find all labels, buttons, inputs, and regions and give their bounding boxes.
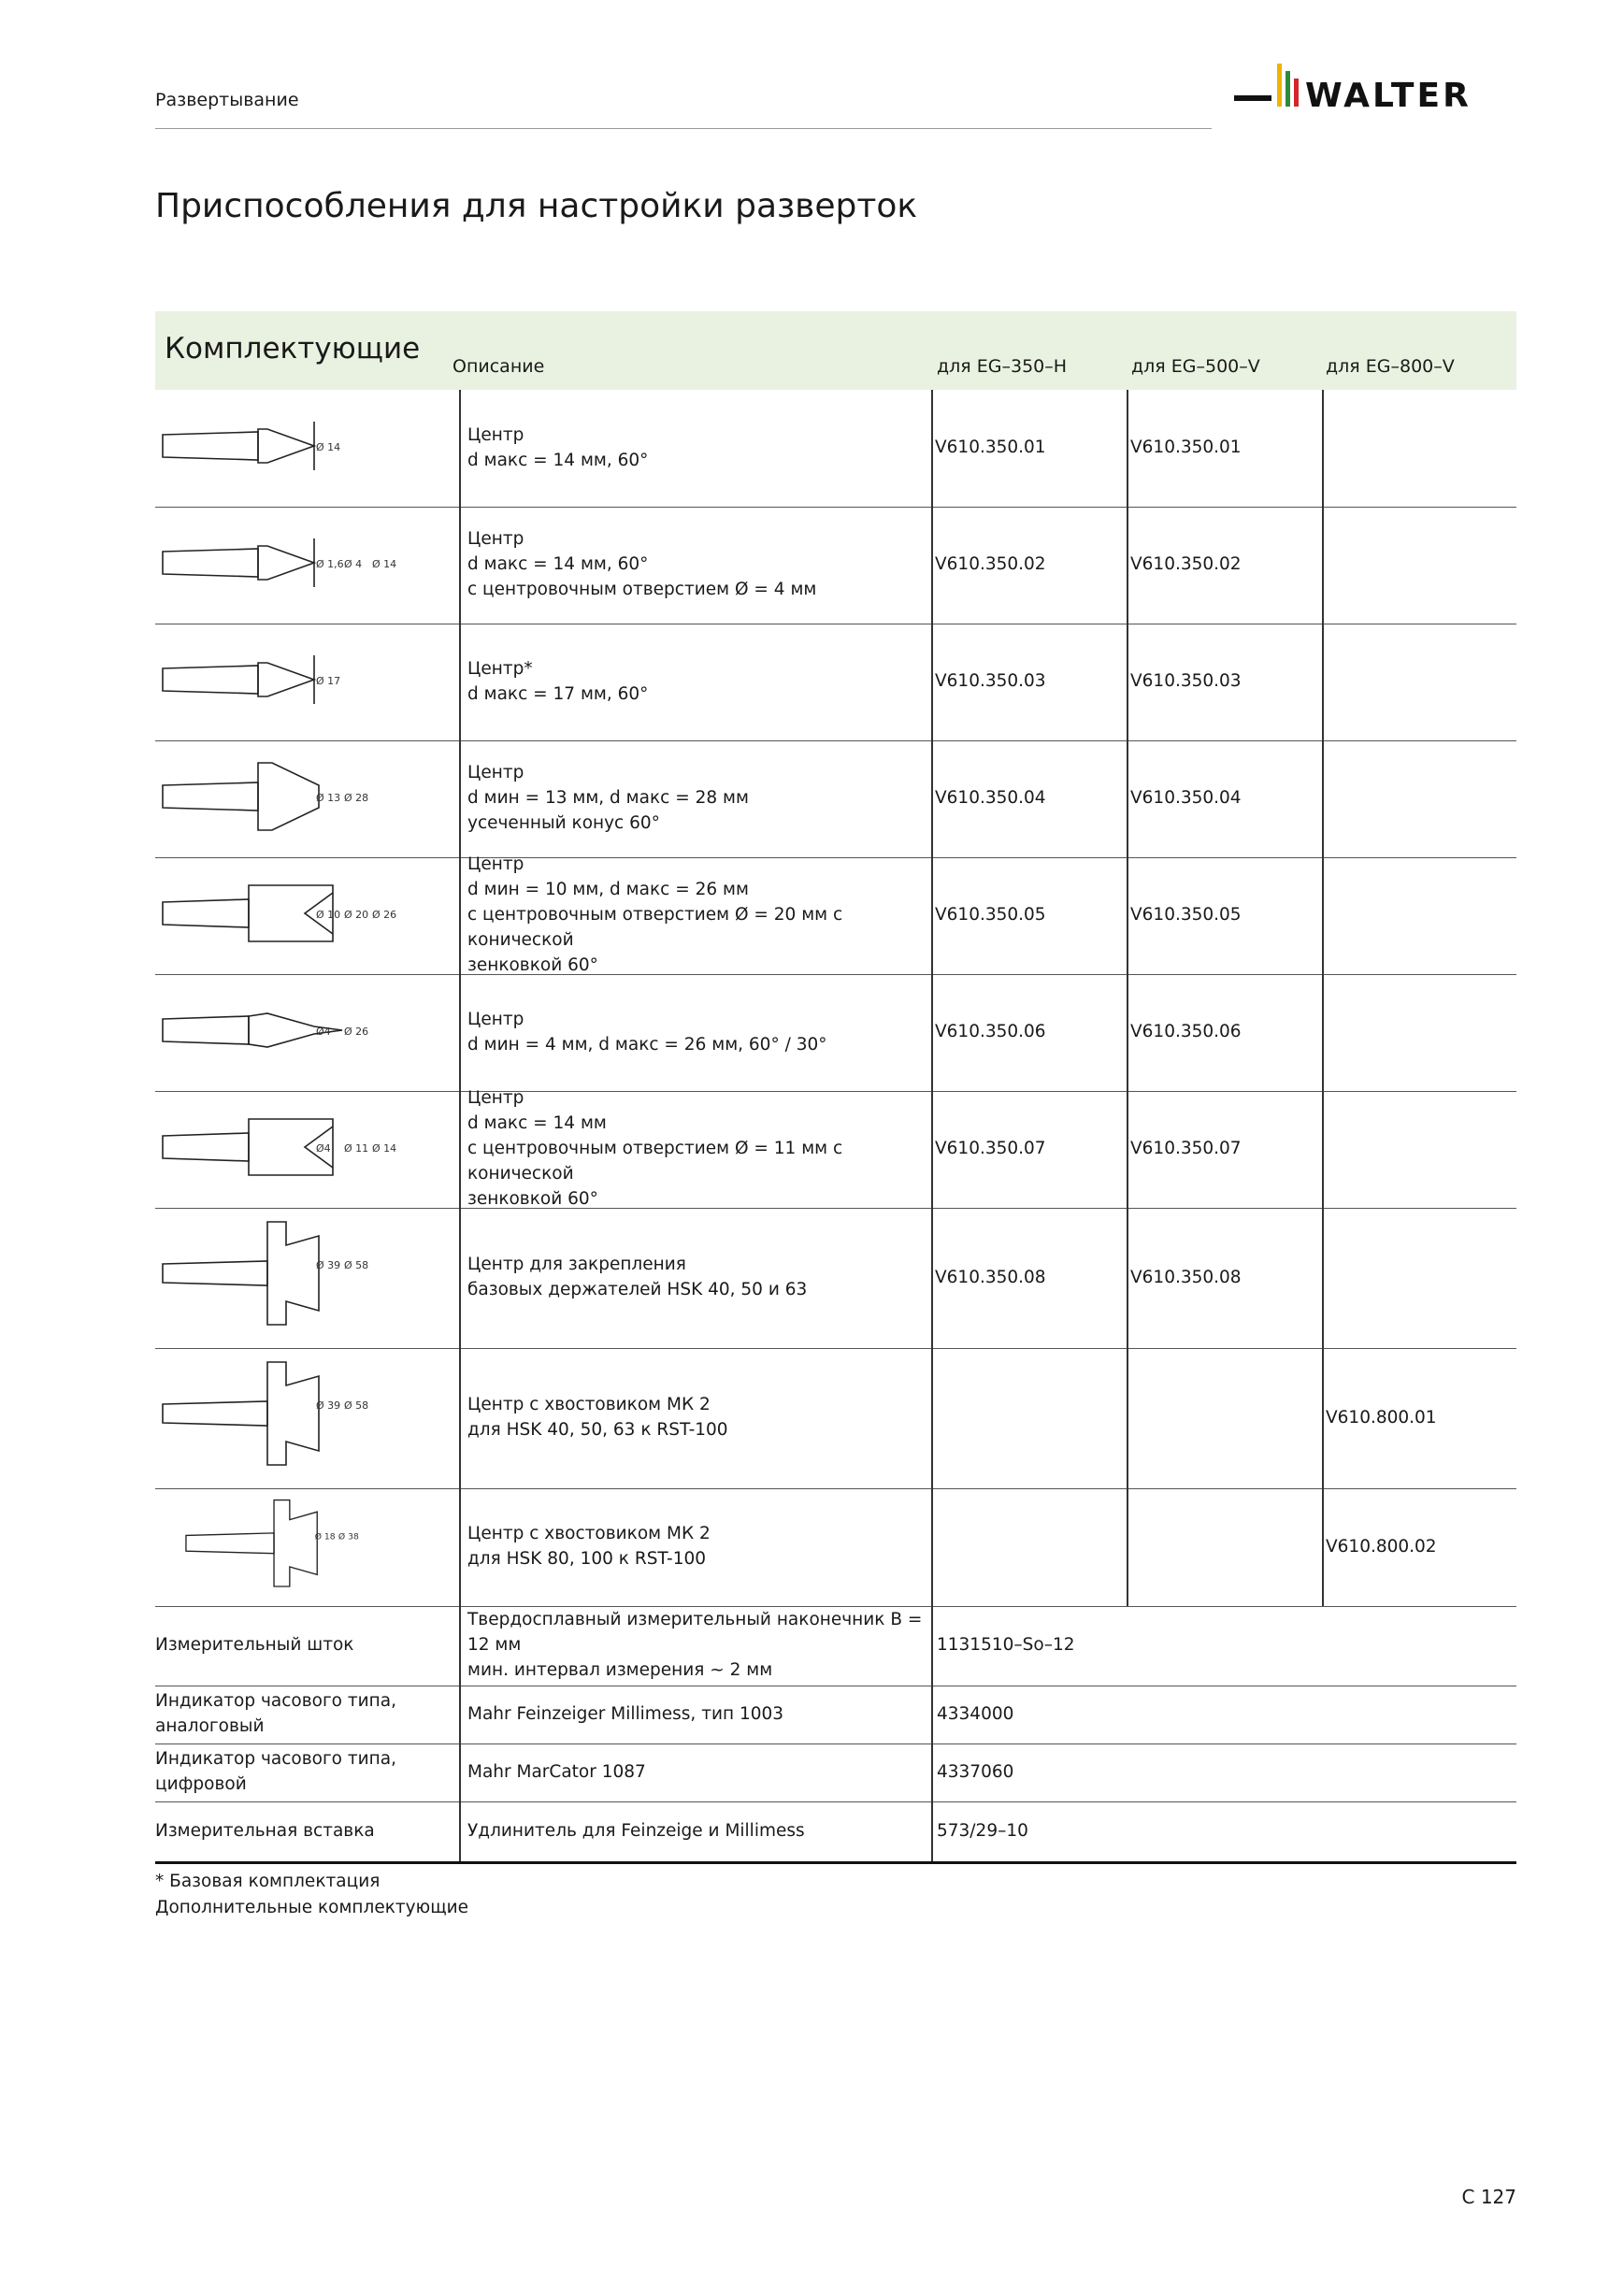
column-divider (459, 857, 461, 974)
column-divider (1127, 624, 1128, 740)
code-eg350: V610.350.01 (935, 438, 1046, 458)
description-line: d макс = 14 мм, 60° (467, 450, 649, 470)
row-description (467, 740, 935, 857)
row-description (467, 624, 935, 740)
accessory-row (155, 1606, 1516, 1686)
code-eg500: V610.350.08 (1130, 1267, 1242, 1287)
description-line: Центр (467, 854, 524, 875)
dimension-label: Ø 14 (372, 1142, 397, 1155)
code-eg350 (935, 1488, 1122, 1606)
table-row (155, 1348, 1516, 1489)
section-label: Развертывание (155, 90, 299, 110)
column-divider (1322, 390, 1324, 507)
description-line: Твердосплавный измерительный наконечник B = 12 мм (467, 1610, 923, 1656)
code-eg500: V610.350.04 (1130, 788, 1242, 809)
code-eg350: V610.350.05 (935, 905, 1046, 926)
note-basic: * Базовая комплектация (155, 1872, 381, 1891)
accessory-name (155, 1744, 459, 1801)
column-divider (1127, 1348, 1128, 1488)
column-divider (459, 1488, 461, 1606)
code-eg350: V610.350.07 (935, 1139, 1046, 1159)
description-line: Центр с хвостовиком МК 2 (467, 1395, 711, 1415)
accessory-name-line: аналоговый (155, 1716, 265, 1736)
code-eg800 (1326, 1208, 1513, 1348)
description-line: зенковкой 60° (467, 1188, 598, 1209)
table-row (155, 624, 1516, 741)
row-description (467, 854, 935, 975)
column-divider (1127, 1208, 1128, 1348)
accessory-code: 4334000 (937, 1703, 1014, 1724)
column-divider (1322, 1091, 1324, 1208)
column-divider (459, 1686, 461, 1744)
center-cone-icon (155, 624, 462, 740)
accessory-name-line: Измерительный шток (155, 1635, 354, 1656)
description-line: Центр (467, 763, 524, 783)
table-row (155, 974, 1516, 1092)
code-eg350: V610.350.04 (935, 788, 1046, 809)
description-line: базовых держателей HSK 40, 50 и 63 (467, 1280, 808, 1299)
dimension-label: Ø 58 (344, 1259, 369, 1271)
row-description (467, 1208, 935, 1348)
accessory-row (155, 1801, 1516, 1864)
column-divider (459, 390, 461, 507)
table-row (155, 854, 1516, 975)
accessory-name-line: Измерительная вставка (155, 1820, 375, 1841)
column-divider (1322, 1348, 1324, 1488)
code-eg350: V610.350.08 (935, 1267, 1046, 1287)
description-line: усеченный конус 60° (467, 812, 660, 833)
code-eg800 (1326, 390, 1513, 507)
bore-center-icon (155, 1091, 462, 1208)
mk2-center-icon (155, 1348, 462, 1488)
description-line: Центр для закрепления (467, 1255, 686, 1275)
description-line: с центровочным отверстием Ø = 4 мм (467, 579, 817, 599)
dimension-label: Ø 4 (344, 558, 363, 570)
dimension-label: Ø 58 (344, 1399, 369, 1412)
column-divider (459, 1606, 461, 1686)
accessory-description (467, 1686, 935, 1744)
code-eg350: V610.350.02 (935, 554, 1046, 575)
dimension-label: Ø 20 (344, 909, 369, 921)
dimension-label: Ø4 (316, 1142, 331, 1155)
code-eg350: V610.350.06 (935, 1022, 1046, 1042)
code-eg800 (1326, 740, 1513, 857)
code-eg500: V610.350.02 (1130, 554, 1242, 575)
code-eg500: V610.350.07 (1130, 1139, 1242, 1159)
column-divider (1127, 390, 1128, 507)
column-divider (1322, 974, 1324, 1091)
table-header (155, 311, 1516, 390)
description-line: Mahr Feinzeiger Millimess, тип 1003 (467, 1703, 784, 1724)
double-cone-icon (155, 974, 462, 1091)
description-line: Центр (467, 529, 524, 550)
description-line: d макс = 14 мм (467, 1113, 607, 1134)
table-row (155, 507, 1516, 624)
column-header-description: Описание (452, 356, 545, 377)
code-eg800 (1326, 507, 1513, 624)
dimension-label: Ø 39 (316, 1399, 341, 1412)
code-eg500: V610.350.03 (1130, 671, 1242, 692)
accessory-description (467, 1801, 935, 1861)
column-divider (1127, 740, 1128, 857)
accessory-code: 1131510–So–12 (937, 1635, 1075, 1656)
column-divider (1127, 507, 1128, 624)
description-line: Центр* (467, 658, 533, 679)
table-row (155, 1208, 1516, 1349)
dimension-label: Ø 26 (344, 1026, 369, 1038)
description-line: Удлинитель для Feinzeige и Millimess (467, 1820, 805, 1841)
table-row (155, 1088, 1516, 1209)
column-divider (459, 974, 461, 1091)
table-row (155, 740, 1516, 858)
code-eg800 (1326, 624, 1513, 740)
dimension-label: Ø 1,6 (316, 558, 344, 570)
column-header-eg800: для EG–800–V (1326, 356, 1455, 377)
code-eg500: V610.350.01 (1130, 438, 1242, 458)
code-eg350 (935, 1348, 1122, 1488)
brand-wordmark: WALTER (1305, 77, 1472, 115)
accessory-name-line: Индикатор часового типа, (155, 1691, 396, 1712)
code-eg800: V610.800.02 (1326, 1536, 1437, 1557)
column-divider (1127, 857, 1128, 974)
column-divider (459, 1801, 461, 1861)
header-rule (155, 128, 1212, 129)
accessory-row (155, 1744, 1516, 1802)
description-line: d макс = 14 мм, 60° (467, 554, 649, 575)
description-line: зенковкой 60° (467, 954, 598, 975)
row-description (467, 1348, 935, 1488)
column-divider (1322, 857, 1324, 974)
page-title: Приспособления для настройки разверток (155, 187, 918, 225)
column-header-eg500: для EG–500–V (1131, 356, 1260, 377)
dimension-label: Ø 18 (314, 1531, 336, 1543)
column-divider (459, 1744, 461, 1801)
code-eg500: V610.350.06 (1130, 1022, 1242, 1042)
description-line: Центр (467, 424, 524, 445)
page-number: C 127 (1461, 2186, 1516, 2208)
dimension-label: Ø 38 (338, 1531, 359, 1543)
description-line: с центровочным отверстием Ø = 20 мм с конической (467, 905, 843, 950)
column-divider (1322, 740, 1324, 857)
code-eg800: V610.800.01 (1326, 1407, 1437, 1428)
dimension-label: Ø 14 (316, 441, 341, 453)
code-eg800 (1326, 974, 1513, 1091)
description-line: с центровочным отверстием Ø = 11 мм с конической (467, 1139, 843, 1184)
description-line: d мин = 4 мм, d макс = 26 мм, 60° / 30° (467, 1034, 827, 1055)
dimension-label: Ø4 (316, 1026, 331, 1038)
truncated-cone-icon (155, 740, 462, 857)
column-divider (1322, 624, 1324, 740)
column-divider (1127, 1091, 1128, 1208)
accessory-code: 573/29–10 (937, 1820, 1028, 1841)
row-description (467, 390, 935, 507)
table-heading: Комплектующие (165, 332, 421, 366)
column-divider (459, 740, 461, 857)
column-divider (459, 1208, 461, 1348)
code-eg500 (1130, 1488, 1317, 1606)
countersunk-center-icon (155, 857, 462, 974)
accessory-name (155, 1606, 459, 1686)
accessory-description (467, 1744, 935, 1801)
center-cone-bore-icon (155, 507, 462, 624)
column-divider (1127, 974, 1128, 1091)
row-description (467, 507, 935, 624)
walter-logo (1234, 60, 1515, 118)
note-additional: Дополнительные комплектующие (155, 1898, 469, 1917)
column-divider (1322, 1208, 1324, 1348)
accessory-name (155, 1686, 459, 1744)
dimension-label: Ø 11 (344, 1142, 369, 1155)
code-eg350: V610.350.03 (935, 671, 1046, 692)
row-description (467, 1488, 935, 1606)
description-line: d макс = 17 мм, 60° (467, 683, 649, 704)
dimension-label: Ø 13 (316, 792, 341, 804)
description-line: для HSK 80, 100 к RST-100 (467, 1549, 707, 1569)
accessory-row (155, 1686, 1516, 1744)
description-line: d мин = 13 мм, d макс = 28 мм (467, 788, 749, 809)
description-line: Центр с хвостовиком МК 2 (467, 1524, 711, 1544)
mk2-center-small-icon (155, 1488, 462, 1606)
description-line: Центр (467, 1088, 524, 1109)
description-line: мин. интервал измерения ~ 2 мм (467, 1659, 773, 1680)
accessory-description (467, 1606, 935, 1686)
dimension-label: Ø 17 (316, 675, 341, 687)
dimension-label: Ø 39 (316, 1259, 341, 1271)
code-eg500: V610.350.05 (1130, 905, 1242, 926)
code-eg500 (1130, 1348, 1317, 1488)
accessory-name-line: Индикатор часового типа, цифровой (155, 1749, 396, 1794)
accessory-code: 4337060 (937, 1761, 1014, 1782)
column-divider (459, 624, 461, 740)
column-divider (1127, 1488, 1128, 1606)
dimension-label: Ø 28 (344, 792, 369, 804)
code-eg800 (1326, 857, 1513, 974)
clamping-center-icon (155, 1208, 462, 1348)
description-line: Центр (467, 1009, 524, 1029)
column-divider (1322, 507, 1324, 624)
column-divider (459, 1091, 461, 1208)
dimension-label: Ø 10 (316, 909, 341, 921)
column-divider (459, 507, 461, 624)
description-line: Mahr MarCator 1087 (467, 1761, 646, 1782)
table-row (155, 1488, 1516, 1607)
column-header-eg350: для EG–350–H (937, 356, 1068, 377)
description-line: для HSK 40, 50, 63 к RST-100 (467, 1420, 728, 1440)
column-divider (1322, 1488, 1324, 1606)
description-line: d мин = 10 мм, d макс = 26 мм (467, 880, 749, 900)
table-row (155, 390, 1516, 508)
column-divider (459, 1348, 461, 1488)
row-description (467, 1088, 935, 1209)
dimension-label: Ø 14 (372, 558, 397, 570)
dimension-label: Ø 26 (372, 909, 397, 921)
center-cone-icon (155, 390, 462, 507)
accessory-name (155, 1801, 459, 1861)
row-description (467, 974, 935, 1091)
code-eg800 (1326, 1091, 1513, 1208)
